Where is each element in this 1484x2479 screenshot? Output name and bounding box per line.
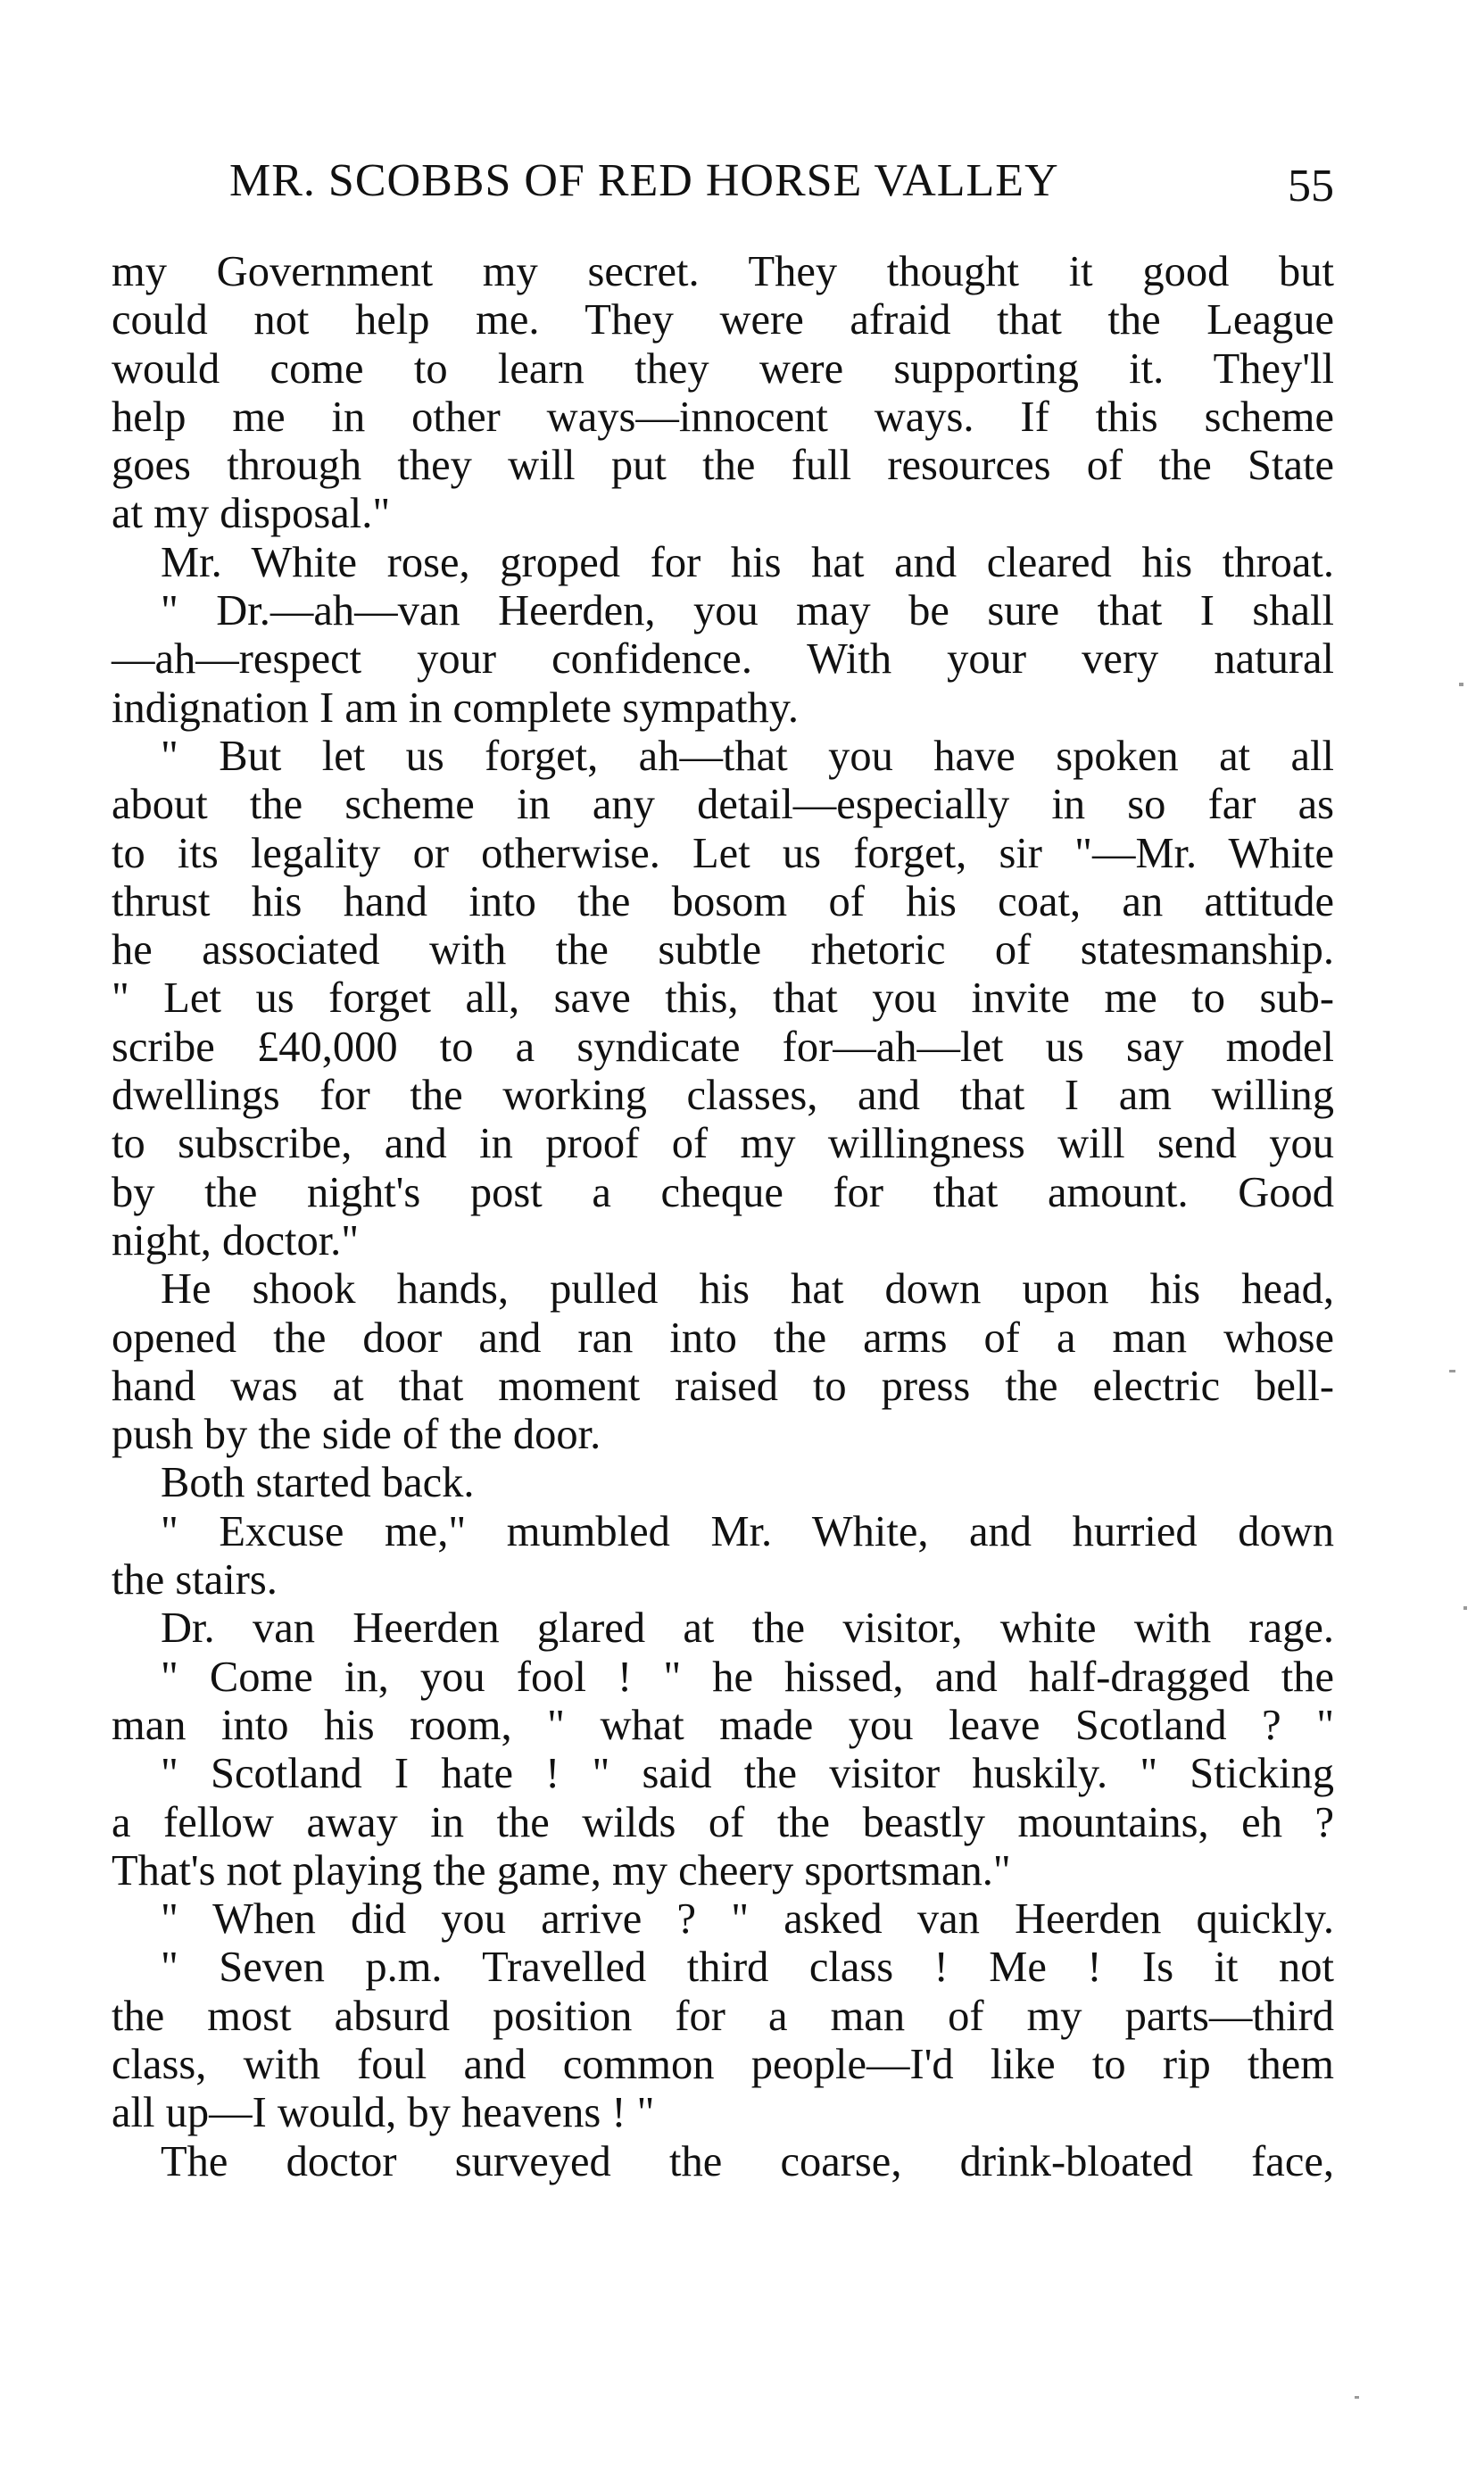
running-title: MR. SCOBBS OF RED HORSE VALLEY xyxy=(229,155,1059,206)
text-line: the stairs. xyxy=(112,1556,278,1604)
text-line: a fellow away in the wilds of the beastly mountains, eh ? xyxy=(112,1798,1334,1846)
text-line: all up—I would, by heavens ! " xyxy=(112,2089,655,2137)
text-line: night, doctor." xyxy=(112,1216,360,1264)
text-line: he associated with the subtle rhetoric of statesmanship. xyxy=(112,926,1334,974)
text-line: the most absurd position for a man of my parts—third xyxy=(112,1992,1334,2040)
text-line: He shook hands, pulled his hat down upon his head, xyxy=(161,1265,1334,1314)
text-line: " Seven p.m. Travelled third class ! Me ! Is it not xyxy=(161,1944,1334,1992)
scan-speck xyxy=(1463,1606,1467,1610)
text-line: thrust his hand into the bosom of his coat, an attitude xyxy=(112,877,1334,925)
text-line: scribe £40,000 to a syndicate for—ah—let us say model xyxy=(112,1023,1334,1071)
text-line: Mr. White rose, groped for his hat and cleared his throat. xyxy=(161,538,1334,586)
text-line: Both started back. xyxy=(161,1459,475,1507)
text-line: goes through they will put the full resources of the State xyxy=(112,442,1334,490)
text-line: That's not playing the game, my cheery sportsman." xyxy=(112,1846,1011,1894)
text-line: help me in other ways—innocent ways. If this scheme xyxy=(112,393,1334,441)
text-line: to subscribe, and in proof of my willingness will send you xyxy=(112,1120,1334,1168)
text-line: dwellings for the working classes, and that I am willing xyxy=(112,1072,1334,1120)
body-text xyxy=(112,248,1334,2186)
text-line: by the night's post a cheque for that amount. Good xyxy=(112,1168,1334,1216)
text-line: class, with foul and common people—I'd like to rip them xyxy=(112,2040,1334,2088)
text-line: to its legality or otherwise. Let us forget, sir "—Mr. White xyxy=(112,829,1334,877)
scan-speck xyxy=(1355,2396,1359,2399)
text-line: " Dr.—ah—van Heerden, you may be sure that I shall xyxy=(161,587,1334,635)
text-line: indignation I am in complete sympathy. xyxy=(112,684,800,732)
text-line: " Scotland I hate ! " said the visitor huskily. " Sticking xyxy=(161,1750,1334,1798)
text-line: hand was at that moment raised to press the electric bell- xyxy=(112,1362,1334,1410)
text-line: " Excuse me," mumbled Mr. White, and hurried down xyxy=(161,1507,1334,1555)
scan-speck xyxy=(1459,683,1463,686)
text-line: my Government my secret. They thought it good but xyxy=(112,248,1334,295)
text-line: Dr. van Heerden glared at the visitor, white with rage. xyxy=(161,1604,1334,1653)
scan-speck xyxy=(1449,1370,1455,1372)
text-line: man into his room, " what made you leave Scotland ? " xyxy=(112,1701,1334,1749)
text-line: at my disposal." xyxy=(112,490,391,538)
text-line: about the scheme in any detail—especially in so far as xyxy=(112,781,1334,829)
page-number: 55 xyxy=(1288,161,1334,211)
text-line: opened the door and ran into the arms of a man whose xyxy=(112,1314,1334,1362)
text-line: The doctor surveyed the coarse, drink-bloated face, xyxy=(161,2137,1334,2185)
text-line: push by the side of the door. xyxy=(112,1411,601,1459)
text-line: " Let us forget all, save this, that you invite me to sub- xyxy=(112,974,1334,1023)
text-line: would come to learn they were supporting it. They'll xyxy=(112,344,1334,393)
text-line: " But let us forget, ah—that you have spoken at all xyxy=(161,732,1334,780)
running-head xyxy=(112,150,1334,212)
text-line: " Come in, you fool ! " he hissed, and half-dragged the xyxy=(161,1653,1334,1701)
text-line: " When did you arrive ? " asked van Heerden quickly. xyxy=(161,1895,1334,1944)
text-line: could not help me. They were afraid that the League xyxy=(112,296,1334,344)
text-line: —ah—respect your confidence. With your very natural xyxy=(112,635,1334,684)
